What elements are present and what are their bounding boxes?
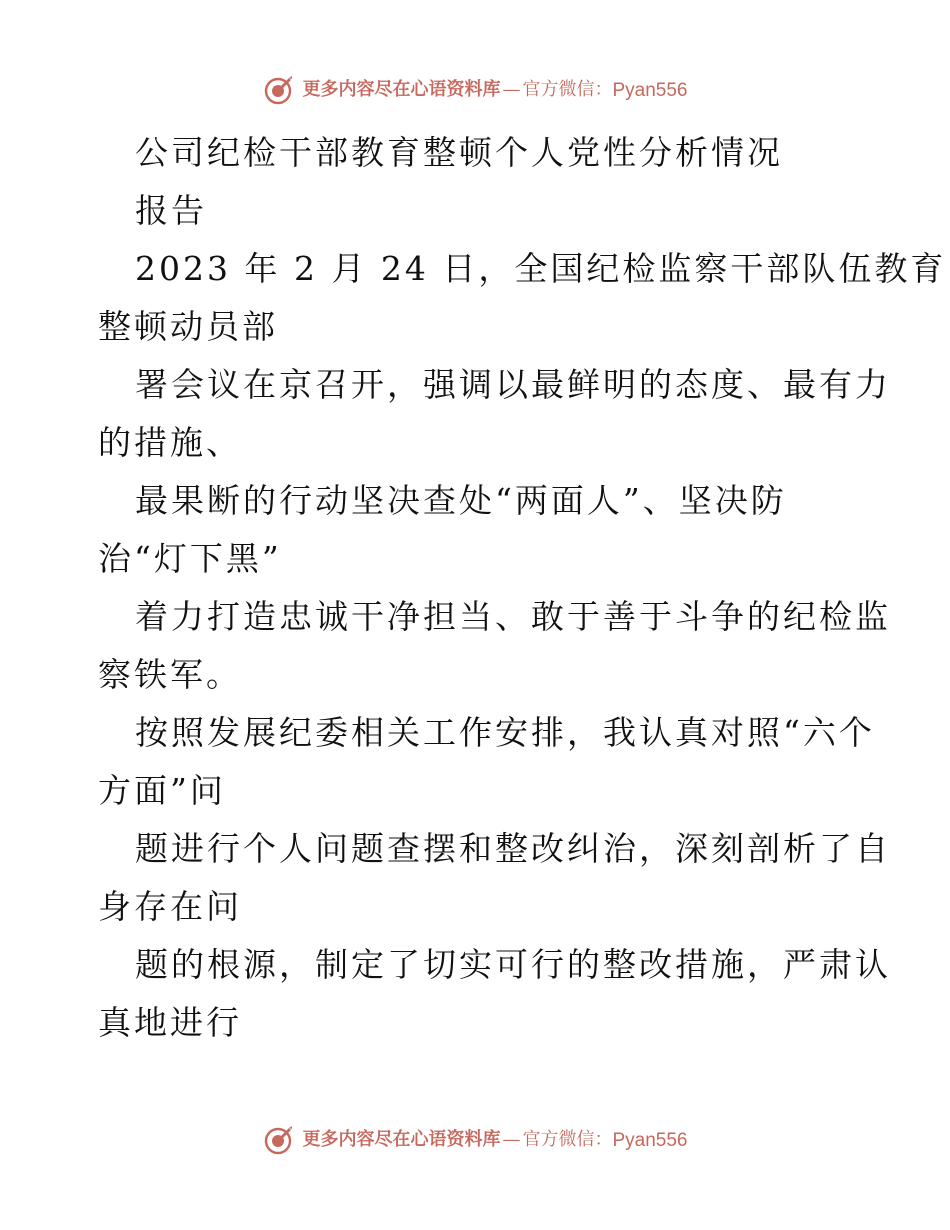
banner-dash: — (502, 79, 521, 100)
pen-nib-logo-icon (262, 74, 294, 106)
paragraph-line: 着力打造忠诚干净担当、敢于善于斗争的纪检监 (135, 597, 891, 636)
banner-wechat-id: Pyan556 (612, 79, 688, 101)
paragraph-line: 整顿动员部 (98, 307, 278, 346)
doc-title-line-1: 公司纪检干部教育整顿个人党性分析情况 (135, 133, 783, 172)
footer-banner (0, 1120, 950, 1160)
header-banner (0, 70, 950, 110)
banner-main-text: 更多内容尽在心语资料库 (302, 1129, 501, 1150)
banner-dash: — (502, 1129, 521, 1150)
banner-text (302, 1131, 687, 1150)
paragraph-line: 最果断的行动坚决查处“两面人”、坚决防 (135, 481, 787, 520)
paragraph-line: 身存在问 (98, 887, 242, 926)
paragraph-line: 真地进行 (98, 1003, 242, 1042)
paragraph-line: 察铁军。 (98, 655, 242, 694)
banner-wechat-id: Pyan556 (612, 1129, 688, 1151)
banner-main-text: 更多内容尽在心语资料库 (302, 79, 501, 100)
paragraph-line: 题进行个人问题查摆和整改纠治，深刻剖析了自 (135, 829, 891, 868)
paragraph-line: 2023 年 2 月 24 日，全国纪检监察干部队伍教育 (135, 249, 947, 288)
paragraph-line: 的措施、 (98, 423, 242, 462)
document-body (98, 124, 947, 1052)
paragraph-line: 治“灯下黑” (98, 539, 282, 578)
paragraph-line: 题的根源，制定了切实可行的整改措施，严肃认 (135, 945, 891, 984)
paragraph-line: 按照发展纪委相关工作安排，我认真对照“六个 (135, 713, 875, 752)
pen-nib-logo-icon (262, 1124, 294, 1156)
banner-wechat-label: 官方微信： (522, 1129, 613, 1150)
doc-title-line-2: 报告 (135, 191, 207, 230)
paragraph-line: 方面”问 (98, 771, 226, 810)
paragraph-line: 署会议在京召开，强调以最鲜明的态度、最有力 (135, 365, 891, 404)
banner-text (302, 81, 687, 100)
banner-wechat-label: 官方微信： (522, 79, 613, 100)
